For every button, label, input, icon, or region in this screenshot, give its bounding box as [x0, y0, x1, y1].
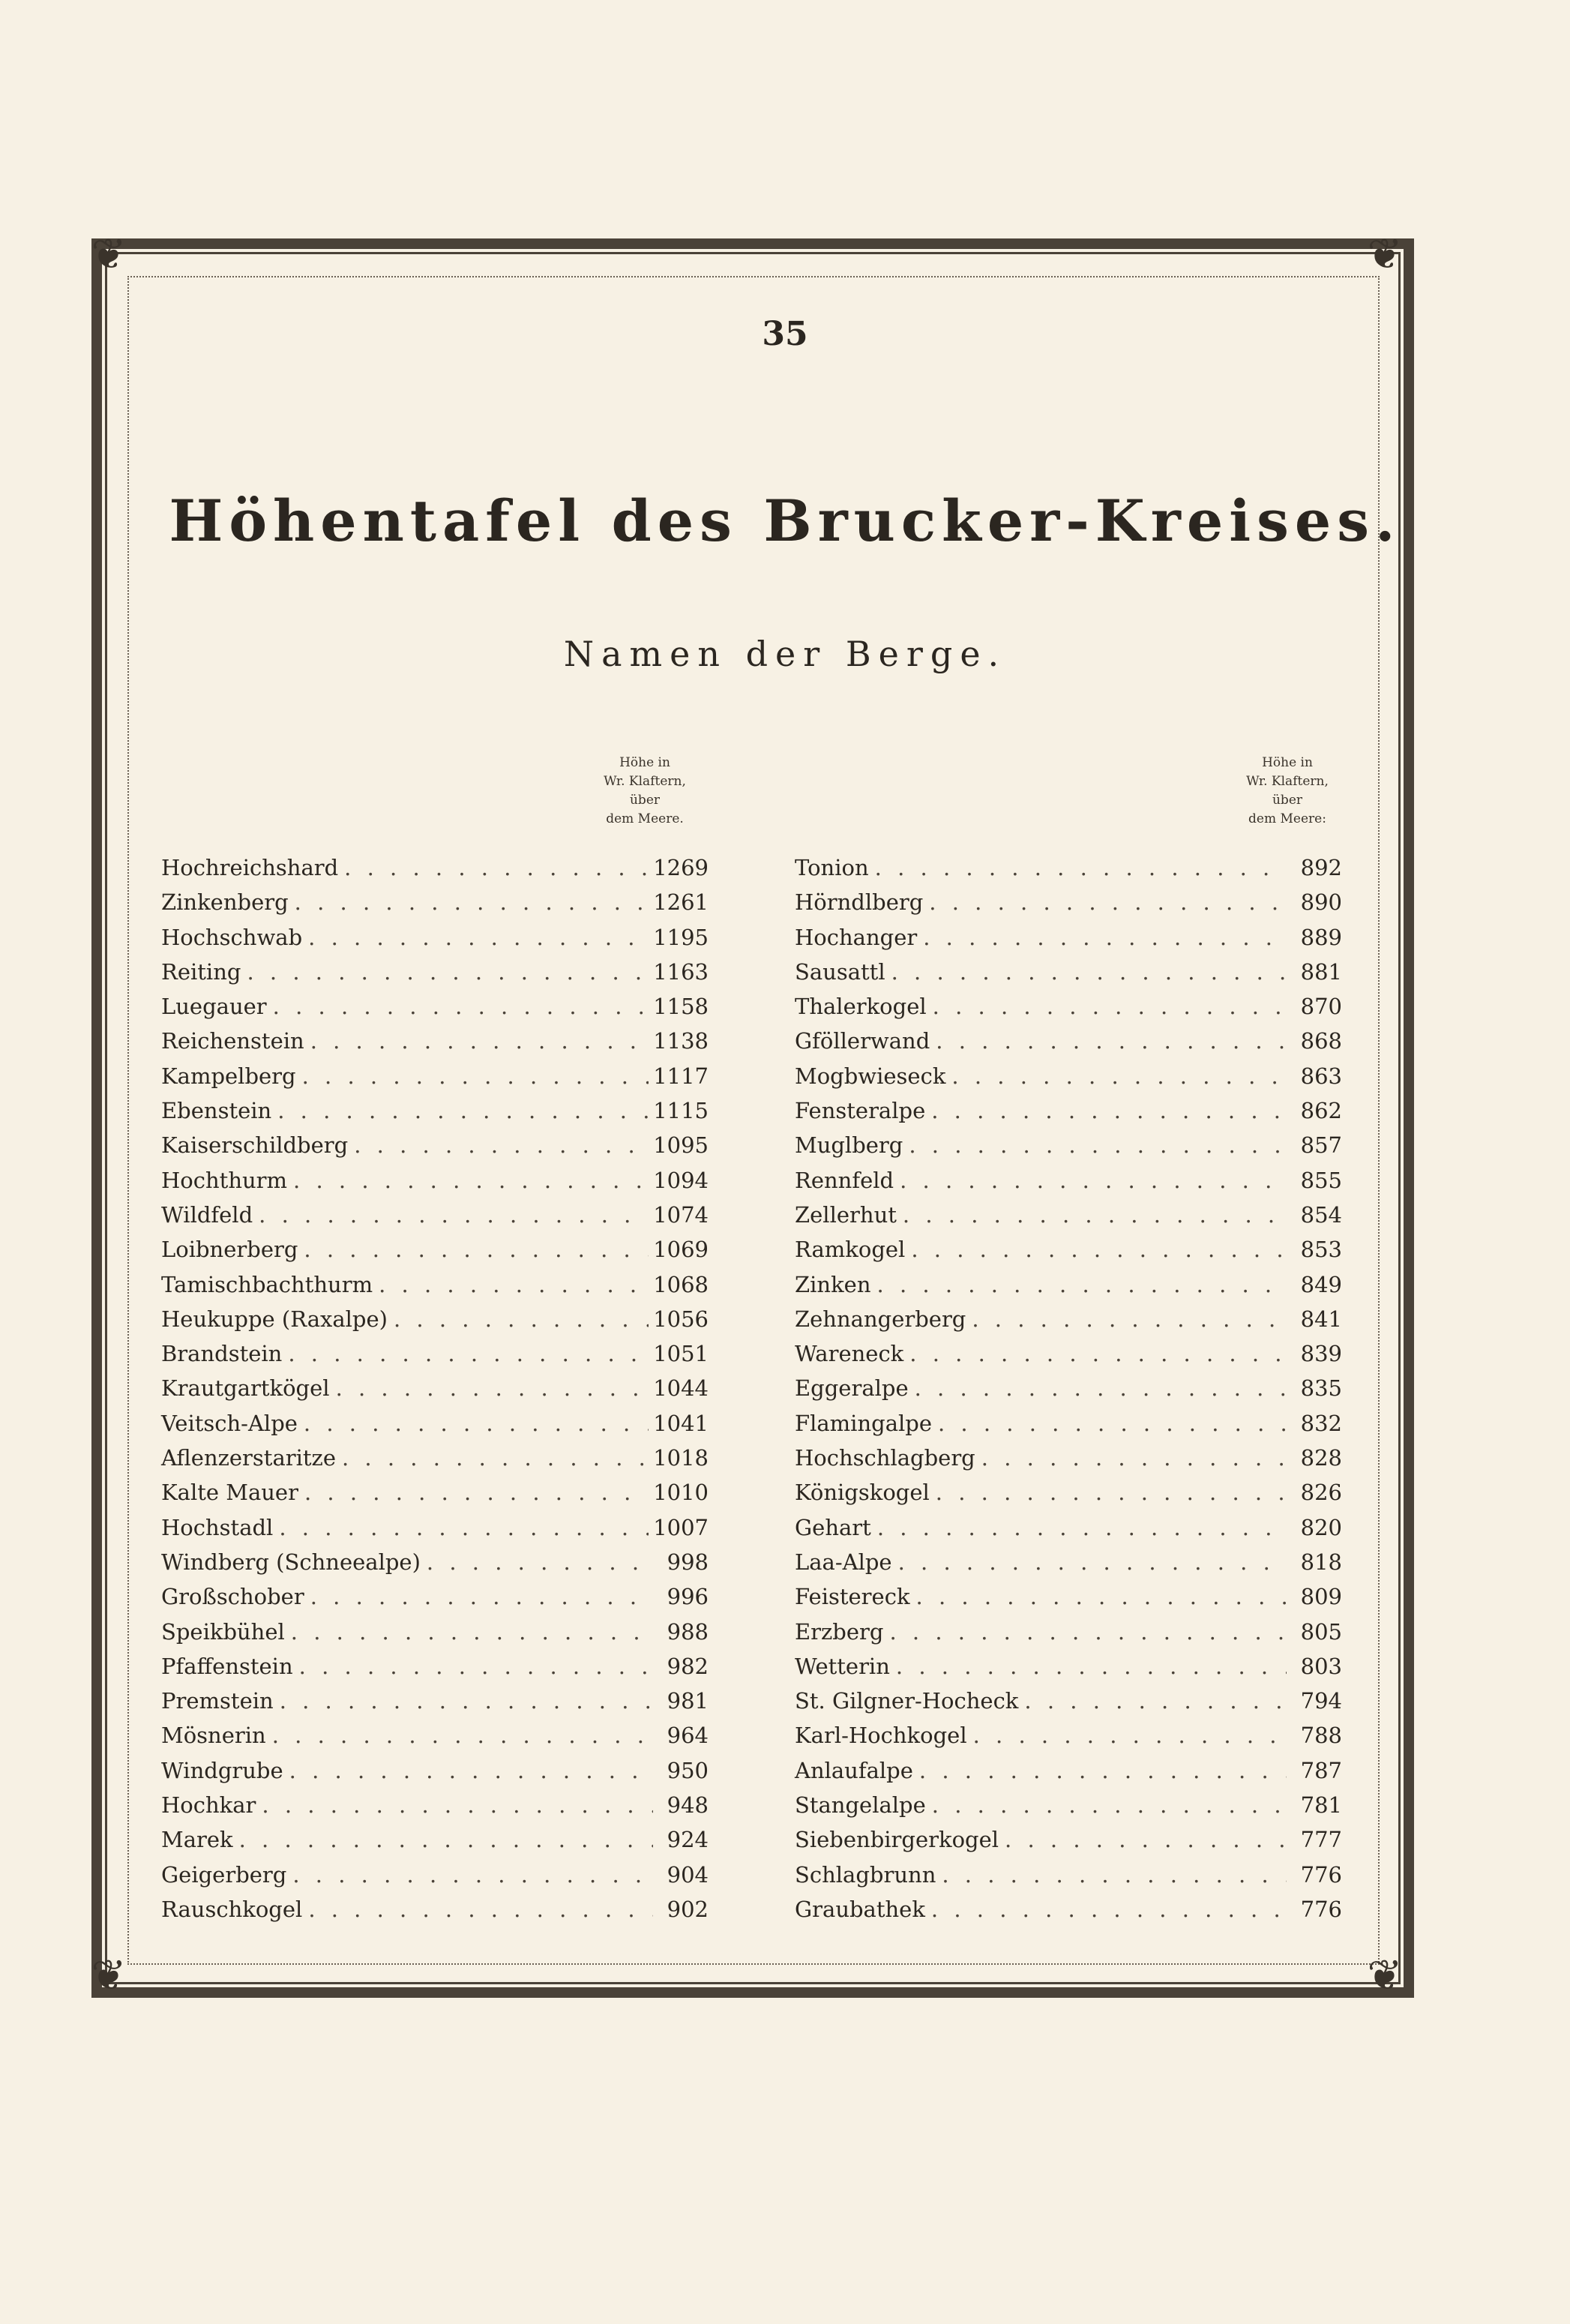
mountain-name: Kaiserschildberg: [161, 1132, 349, 1159]
dot-leader: [973, 1723, 1287, 1748]
right-column-header: [1201, 754, 1374, 829]
list-item: [795, 1897, 1342, 1931]
list-item: [795, 1515, 1342, 1549]
dot-leader: [292, 1862, 653, 1888]
left-mountain-list: [161, 855, 709, 1931]
list-item: [795, 1411, 1342, 1445]
list-item: [161, 1341, 709, 1375]
mountain-height: 950: [667, 1757, 709, 1783]
list-item: [161, 1237, 709, 1271]
mountain-name: Zellerhut: [795, 1201, 897, 1228]
mountain-name: Luegauer: [161, 994, 267, 1020]
list-item: [795, 1619, 1342, 1654]
dot-leader: [889, 1619, 1287, 1645]
mountain-height: 1094: [653, 1167, 709, 1193]
mountain-name: Tamischbachthurm: [161, 1271, 373, 1297]
mountain-name: Tonion: [795, 855, 869, 880]
dot-leader: [289, 1758, 653, 1783]
dot-leader: [379, 1272, 649, 1297]
mountain-name: Pfaffenstein: [161, 1653, 293, 1679]
dot-leader: [942, 1862, 1287, 1888]
mountain-height: 981: [667, 1688, 709, 1714]
list-item: [795, 1272, 1342, 1306]
mountain-name: Brandstein: [161, 1341, 283, 1367]
mountain-name: Mogbwieseck: [795, 1063, 946, 1089]
mountain-name: Mösnerin: [161, 1723, 266, 1749]
list-item: [795, 1063, 1342, 1098]
mountain-height: 948: [667, 1792, 709, 1819]
mountain-height: 996: [667, 1584, 709, 1610]
mountain-height: 805: [1300, 1618, 1342, 1645]
dot-leader: [923, 925, 1287, 950]
dot-leader: [875, 855, 1287, 880]
mountain-height: 809: [1300, 1584, 1342, 1610]
mountain-name: Feistereck: [795, 1584, 910, 1610]
dot-leader: [903, 1202, 1287, 1228]
mountain-height: 839: [1300, 1341, 1342, 1367]
dot-leader: [239, 1827, 653, 1852]
list-item: [795, 1306, 1342, 1341]
mountain-height: 982: [667, 1653, 709, 1679]
mountain-height: 1074: [653, 1201, 709, 1228]
mountain-height: 776: [1300, 1861, 1342, 1888]
list-item: [795, 889, 1342, 924]
mountain-name: Speikbühel: [161, 1618, 285, 1645]
mountain-name: Ramkogel: [795, 1237, 906, 1263]
dot-leader: [911, 1237, 1287, 1262]
list-item: [161, 1654, 709, 1688]
list-item: [161, 1549, 709, 1584]
mountain-name: Aflenzerstaritze: [161, 1445, 336, 1471]
mountain-name: Hochanger: [795, 924, 918, 950]
page-subtitle: Namen der Berge.: [563, 634, 1007, 674]
mountain-name: St. Gilgner-Hocheck: [795, 1688, 1019, 1714]
dot-leader: [272, 1723, 653, 1748]
corner-ornament-top-right: ❦: [1367, 230, 1403, 279]
dot-leader: [293, 1168, 649, 1193]
mountain-name: Anlaufalpe: [795, 1757, 913, 1783]
list-item: [161, 994, 709, 1028]
mountain-height: 781: [1300, 1792, 1342, 1819]
dot-leader: [304, 1237, 649, 1262]
dot-leader: [291, 1619, 653, 1645]
mountain-name: Hochschwab: [161, 924, 303, 950]
header-line: Höhe in: [1262, 755, 1313, 770]
dot-leader: [279, 1515, 649, 1540]
list-item: [161, 1515, 709, 1549]
dot-leader: [302, 1063, 649, 1089]
mountain-height: 998: [667, 1549, 709, 1575]
dot-leader: [342, 1445, 649, 1471]
list-item: [161, 1028, 709, 1063]
mountain-name: Veitsch-Alpe: [161, 1410, 298, 1436]
list-item: [161, 855, 709, 889]
dot-leader: [288, 1341, 649, 1366]
mountain-name: Rauschkogel: [161, 1896, 303, 1922]
dot-leader: [295, 889, 649, 915]
mountain-name: Laa-Alpe: [795, 1549, 892, 1575]
mountain-height: 1051: [653, 1341, 709, 1367]
list-item: [161, 1168, 709, 1202]
mountain-name: Wareneck: [795, 1341, 904, 1367]
list-item: [161, 925, 709, 959]
list-item: [161, 959, 709, 994]
mountain-name: Krautgartkögel: [161, 1375, 330, 1402]
dot-leader: [299, 1654, 653, 1679]
dot-leader: [247, 959, 649, 985]
mountain-height: 776: [1300, 1896, 1342, 1922]
list-item: [161, 1619, 709, 1654]
dot-leader: [1005, 1827, 1287, 1852]
dot-leader: [280, 1688, 653, 1714]
mountain-name: Hochthurm: [161, 1167, 288, 1193]
mountain-name: Zehnangerberg: [795, 1306, 966, 1332]
mountain-height: 818: [1300, 1549, 1342, 1575]
dot-leader: [909, 1132, 1287, 1158]
header-line: über: [1272, 793, 1303, 808]
mountain-height: 862: [1300, 1098, 1342, 1124]
mountain-height: 870: [1300, 994, 1342, 1020]
list-item: [161, 1098, 709, 1132]
list-item: [161, 1375, 709, 1410]
dot-leader: [900, 1168, 1287, 1193]
mountain-height: 881: [1300, 958, 1342, 985]
mountain-height: 841: [1300, 1306, 1342, 1332]
mountain-height: 988: [667, 1618, 709, 1645]
mountain-name: Rennfeld: [795, 1167, 894, 1193]
list-item: [795, 1168, 1342, 1202]
dot-leader: [896, 1654, 1287, 1679]
mountain-name: Muglberg: [795, 1132, 903, 1159]
dot-leader: [336, 1375, 649, 1401]
mountain-name: Königskogel: [795, 1480, 930, 1506]
mountain-height: 855: [1300, 1167, 1342, 1193]
list-item: [161, 1584, 709, 1618]
mountain-name: Karl-Hochkogel: [795, 1723, 967, 1749]
mountain-name: Reiting: [161, 958, 241, 985]
list-item: [795, 1202, 1342, 1237]
mountain-name: Loibnerberg: [161, 1237, 298, 1263]
mountain-name: Hochstadl: [161, 1514, 274, 1540]
dot-leader: [304, 1480, 649, 1505]
mountain-height: 1044: [653, 1375, 709, 1402]
mountain-name: Ebenstein: [161, 1098, 272, 1124]
dot-leader: [394, 1306, 649, 1332]
mountain-name: Premstein: [161, 1688, 274, 1714]
mountain-height: 1115: [653, 1098, 709, 1124]
list-item: [795, 1827, 1342, 1861]
dot-leader: [427, 1549, 653, 1575]
dot-leader: [308, 1897, 653, 1922]
list-item: [161, 1202, 709, 1237]
mountain-height: 904: [667, 1861, 709, 1888]
list-item: [795, 1098, 1342, 1132]
dot-leader: [938, 1411, 1287, 1436]
dot-leader: [1024, 1688, 1287, 1714]
mountain-height: 1158: [653, 994, 709, 1020]
mountain-name: Stangelalpe: [795, 1792, 926, 1819]
list-item: [161, 1758, 709, 1792]
left-column-header: [559, 754, 731, 829]
list-item: [161, 1480, 709, 1514]
dot-leader: [915, 1375, 1287, 1401]
mountain-height: 777: [1300, 1827, 1342, 1853]
mountain-name: Heukuppe (Raxalpe): [161, 1306, 388, 1332]
dot-leader: [891, 959, 1287, 985]
mountain-height: 902: [667, 1896, 709, 1922]
mountain-height: 1007: [653, 1514, 709, 1540]
list-item: [161, 1723, 709, 1757]
dot-leader: [273, 994, 649, 1019]
list-item: [795, 959, 1342, 994]
mountain-height: 892: [1300, 855, 1342, 880]
list-item: [161, 1132, 709, 1167]
mountain-name: Eggeralpe: [795, 1375, 909, 1402]
mountain-height: 1261: [653, 889, 709, 916]
dot-leader: [936, 1028, 1287, 1054]
list-item: [161, 1306, 709, 1341]
mountain-height: 1117: [653, 1063, 709, 1089]
mountain-height: 1269: [653, 855, 709, 880]
list-item: [795, 994, 1342, 1028]
list-item: [161, 1862, 709, 1897]
mountain-height: 857: [1300, 1132, 1342, 1159]
dot-leader: [981, 1445, 1287, 1471]
mountain-height: 849: [1300, 1271, 1342, 1297]
mountain-name: Wildfeld: [161, 1201, 253, 1228]
dot-leader: [929, 889, 1287, 915]
header-line: Wr. Klaftern,: [604, 774, 686, 789]
dot-leader: [277, 1098, 649, 1123]
list-item: [161, 1792, 709, 1827]
list-item: [795, 925, 1342, 959]
header-line: dem Meere:: [1248, 811, 1326, 826]
dot-leader: [951, 1063, 1287, 1089]
list-item: [795, 1688, 1342, 1723]
mountain-name: Großschober: [161, 1584, 304, 1610]
corner-ornament-top-left: ❦: [91, 230, 127, 279]
mountain-height: 1195: [653, 924, 709, 950]
mountain-height: 788: [1300, 1723, 1342, 1749]
list-item: [161, 1897, 709, 1931]
list-item: [795, 1237, 1342, 1271]
mountain-name: Hörndlberg: [795, 889, 924, 916]
mountain-height: 1056: [653, 1306, 709, 1332]
list-item: [161, 889, 709, 924]
mountain-name: Graubathek: [795, 1896, 925, 1922]
mountain-name: Zinken: [795, 1271, 871, 1297]
list-item: [795, 1341, 1342, 1375]
mountain-height: 803: [1300, 1653, 1342, 1679]
dot-leader: [877, 1272, 1287, 1297]
dot-leader: [259, 1202, 649, 1228]
dot-leader: [932, 1792, 1287, 1818]
dot-leader: [310, 1584, 653, 1609]
mountain-height: 863: [1300, 1063, 1342, 1089]
dot-leader: [344, 855, 649, 880]
dot-leader: [898, 1549, 1287, 1575]
list-item: [795, 1375, 1342, 1410]
mountain-height: 1095: [653, 1132, 709, 1159]
list-item: [161, 1272, 709, 1306]
mountain-height: 832: [1300, 1410, 1342, 1436]
mountain-height: 820: [1300, 1514, 1342, 1540]
mountain-name: Fensteralpe: [795, 1098, 926, 1124]
mountain-height: 835: [1300, 1375, 1342, 1402]
list-item: [795, 1792, 1342, 1827]
list-item: [161, 1688, 709, 1723]
dot-leader: [919, 1758, 1287, 1783]
list-item: [161, 1445, 709, 1480]
mountain-height: 1069: [653, 1237, 709, 1263]
mountain-height: 889: [1300, 924, 1342, 950]
dot-leader: [909, 1341, 1287, 1366]
list-item: [795, 1584, 1342, 1618]
list-item: [795, 855, 1342, 889]
list-item: [795, 1723, 1342, 1757]
mountain-name: Kalte Mauer: [161, 1480, 298, 1506]
dot-leader: [877, 1515, 1287, 1540]
mountain-height: 1068: [653, 1271, 709, 1297]
list-item: [795, 1028, 1342, 1063]
header-line: Wr. Klaftern,: [1246, 774, 1329, 789]
list-item: [795, 1445, 1342, 1480]
dot-leader: [916, 1584, 1287, 1609]
mountain-height: 828: [1300, 1445, 1342, 1471]
dot-leader: [308, 925, 649, 950]
mountain-height: 890: [1300, 889, 1342, 916]
dot-leader: [310, 1028, 649, 1054]
mountain-name: Erzberg: [795, 1618, 884, 1645]
mountain-name: Hochschlagberg: [795, 1445, 975, 1471]
mountain-name: Kampelberg: [161, 1063, 296, 1089]
mountain-name: Gehart: [795, 1514, 871, 1540]
mountain-height: 1041: [653, 1410, 709, 1436]
mountain-height: 854: [1300, 1201, 1342, 1228]
list-item: [161, 1827, 709, 1861]
dot-leader: [931, 1098, 1287, 1123]
mountain-name: Windgrube: [161, 1757, 283, 1783]
mountain-height: 924: [667, 1827, 709, 1853]
page-number: 35: [762, 315, 808, 353]
mountain-name: Schlagbrunn: [795, 1861, 936, 1888]
mountain-name: Wetterin: [795, 1653, 890, 1679]
right-mountain-list: [795, 855, 1342, 1931]
mountain-name: Geigerberg: [161, 1861, 287, 1888]
list-item: [795, 1862, 1342, 1897]
mountain-name: Thalerkogel: [795, 994, 927, 1020]
mountain-name: Siebenbirgerkogel: [795, 1827, 999, 1853]
mountain-height: 964: [667, 1723, 709, 1749]
header-line: über: [629, 793, 661, 808]
mountain-height: 853: [1300, 1237, 1342, 1263]
dot-leader: [972, 1306, 1287, 1332]
page-title: Höhentafel des Brucker-Kreises.: [169, 487, 1401, 554]
mountain-height: 868: [1300, 1028, 1342, 1054]
list-item: [161, 1411, 709, 1445]
mountain-name: Marek: [161, 1827, 233, 1853]
mountain-name: Flamingalpe: [795, 1410, 932, 1436]
list-item: [795, 1549, 1342, 1584]
list-item: [795, 1758, 1342, 1792]
mountain-name: Zinkenberg: [161, 889, 289, 916]
list-item: [795, 1654, 1342, 1688]
dot-leader: [354, 1132, 649, 1158]
list-item: [161, 1063, 709, 1098]
mountain-height: 787: [1300, 1757, 1342, 1783]
dot-leader: [936, 1480, 1287, 1505]
list-item: [795, 1132, 1342, 1167]
dot-leader: [933, 994, 1287, 1019]
corner-ornament-bottom-right: ❦: [1367, 1951, 1403, 2000]
dot-leader: [262, 1792, 653, 1818]
header-line: dem Meere.: [606, 811, 684, 826]
mountain-height: 1010: [653, 1480, 709, 1506]
dot-leader: [931, 1897, 1287, 1922]
mountain-height: 794: [1300, 1688, 1342, 1714]
list-item: [795, 1480, 1342, 1514]
mountain-height: 1138: [653, 1028, 709, 1054]
header-line: Höhe in: [619, 755, 670, 770]
corner-ornament-bottom-left: ❦: [91, 1951, 127, 2000]
mountain-name: Reichenstein: [161, 1028, 304, 1054]
mountain-height: 1163: [653, 958, 709, 985]
mountain-name: Hochreichshard: [161, 855, 339, 880]
mountain-name: Hochkar: [161, 1792, 256, 1819]
mountain-height: 826: [1300, 1480, 1342, 1506]
mountain-name: Gföllerwand: [795, 1028, 930, 1054]
dot-leader: [304, 1411, 649, 1436]
mountain-name: Sausattl: [795, 958, 885, 985]
mountain-height: 1018: [653, 1445, 709, 1471]
mountain-name: Windberg (Schneealpe): [161, 1549, 421, 1575]
